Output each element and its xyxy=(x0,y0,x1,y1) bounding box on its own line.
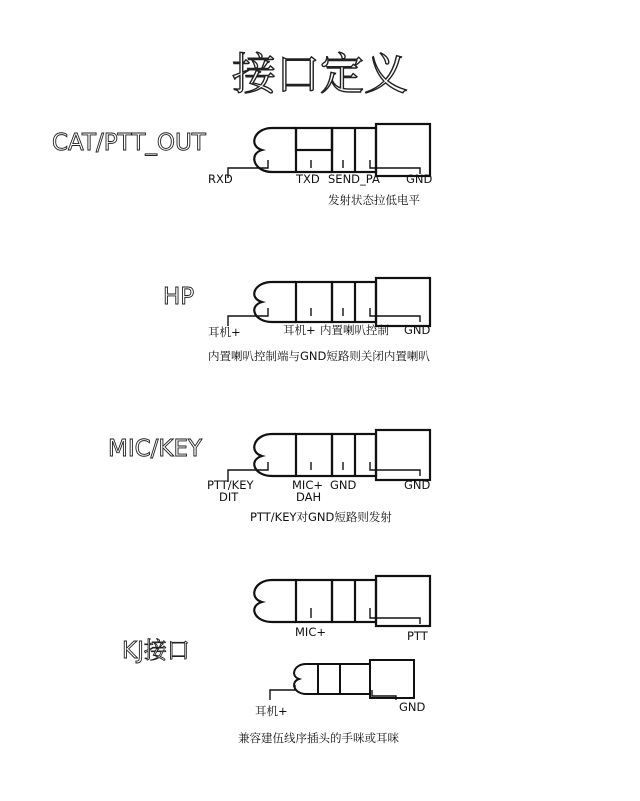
pin-label-kj-gnd: GND xyxy=(399,700,426,714)
pin-label-ptt-key: PTT/KEY xyxy=(207,478,254,492)
section-label-kj: KJ接口 xyxy=(122,638,190,664)
pin-label-spk-ctrl: 内置喇叭控制 xyxy=(320,323,389,337)
page-title: 接口定义 xyxy=(232,49,408,100)
pin-label-hp1: 耳机+ xyxy=(208,325,241,339)
pin-label-txd: TXD xyxy=(296,172,320,186)
section-note-kj: 兼容建伍线序插头的手咪或耳咪 xyxy=(238,731,399,745)
section-label-cat: CAT/PTT_OUT xyxy=(52,130,206,156)
plug-ring-1 xyxy=(318,664,340,694)
section-label-mic: MIC/KEY xyxy=(108,436,203,462)
section-note-mic: PTT/KEY对GND短路则发射 xyxy=(250,510,392,524)
pin-label-gnd2: GND xyxy=(404,478,431,492)
section-label-hp: HP xyxy=(163,284,195,310)
plug-ring-2 xyxy=(340,664,370,694)
pin-label-dit: DIT xyxy=(219,490,239,504)
pin-label-kj-ptt: PTT xyxy=(407,629,428,643)
section-note-hp: 内置喇叭控制端与GND短路则关闭内置喇叭 xyxy=(208,349,430,363)
pin-label-kj-hp: 耳机+ xyxy=(255,704,288,718)
pin-label-gnd: GND xyxy=(406,172,433,186)
pin-label-kj-mic: MIC+ xyxy=(295,625,326,639)
section-note-cat: 发射状态拉低电平 xyxy=(328,193,420,207)
pin-label-mic-plus: MIC+ xyxy=(292,478,323,492)
pin-label-rxd: RXD xyxy=(208,172,233,186)
plug-tip xyxy=(294,664,318,694)
pin-label-gnd1: GND xyxy=(330,478,357,492)
pin-label-dah: DAH xyxy=(296,490,322,504)
pin-label-send-pa: SEND_PA xyxy=(328,172,380,186)
pin-label-hp2: 耳机+ xyxy=(283,323,316,337)
pin-label-gnd: GND xyxy=(404,323,431,337)
plug-sleeve xyxy=(370,660,414,698)
lead-hp xyxy=(270,685,295,700)
